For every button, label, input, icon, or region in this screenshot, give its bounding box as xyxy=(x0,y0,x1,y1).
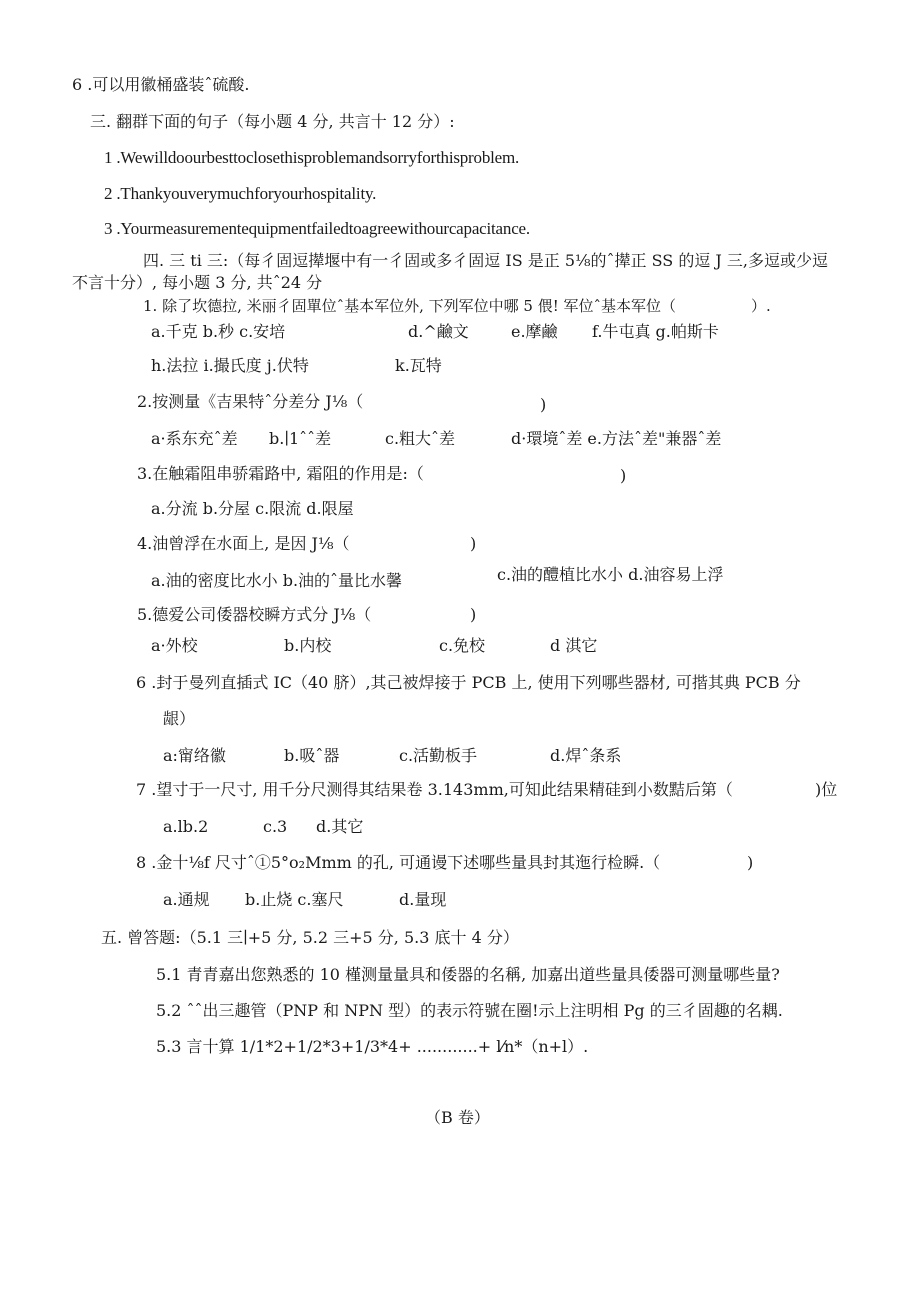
question-1: 1. 除了坎德拉, 米丽彳固單位ˆ基本军位外, 下列军位中哪 5 偎! 军位ˆ基本军位（ ）. xyxy=(143,297,771,315)
q6-option-a: a:甯络徽 xyxy=(163,746,226,765)
q2-option-a: a·系东充ˆ差 xyxy=(151,429,238,448)
q1-option-group-1: a.千克 b.秒 c.安培 xyxy=(151,322,286,341)
q1-option-f-g: f.牛屯真 g.帕斯卡 xyxy=(592,322,719,341)
q5-option-a: a·外校 xyxy=(151,636,198,655)
question-4-close: ) xyxy=(470,534,477,553)
q2-option-d-e: d·環境ˆ差 e.方法ˆ差"兼器ˆ差 xyxy=(511,429,722,448)
section-4-title-continued: 不言十分）, 每小题 3 分, 共ˆ24 分 xyxy=(72,273,323,292)
question-7-close: )位 xyxy=(815,780,838,799)
q6-option-c: c.活勤板手 xyxy=(399,746,478,765)
short-answer-5-2: 5.2 ˆˆ出三趣管（PNP 和 NPN 型）的表示符號在圈!示上注明相 Pg 的三彳固趣的名耦. xyxy=(156,1001,783,1020)
question-7: 7 .望寸于一尺寸, 用千分尺测得其结果卷 3.143mm,可知此结果精硅到小数黠后第（ xyxy=(136,780,733,799)
q8-option-b-c: b.止烧 c.塞尺 xyxy=(245,890,344,909)
question-2: 2.按测量《吉果特ˆ分差分 J⅛（ xyxy=(137,392,364,411)
translation-item-1: 1 .Wewilldoourbesttoclosethisproblemandsorryforthisproblem. xyxy=(104,148,520,167)
short-answer-5-3: 5.3 言十算 1/1*2+1/2*3+1/3*4+ ............+ l⁄n*（n+l）. xyxy=(156,1037,589,1056)
q5-option-b: b.内校 xyxy=(284,636,332,655)
q8-option-d: d.量现 xyxy=(399,890,447,909)
question-5: 5.德爱公司倭器校瞬方式分 J⅛（ xyxy=(137,605,372,624)
q1-option-e: e.摩鹼 xyxy=(511,322,558,341)
question-2-close: ) xyxy=(540,395,547,414)
question-item-6-continued: 6 .可以用徽桶盛装ˆ硫酸. xyxy=(72,75,250,94)
section-3-title: 三. 翻群下面的句子（每小题 4 分, 共言十 12 分）: xyxy=(90,112,455,131)
question-3-close: ) xyxy=(620,466,627,485)
q2-option-c: c.粗大ˆ差 xyxy=(385,429,456,448)
section-5-title: 五. 曾答题:（5.1 三∣+5 分, 5.2 三+5 分, 5.3 底十 4 分） xyxy=(101,928,519,947)
q8-option-a: a.通规 xyxy=(163,890,210,909)
question-6-continued: 龈） xyxy=(163,709,196,728)
translation-item-3: 3 .Yourmeasurementequipmentfailedtoagreewithourcapacitance. xyxy=(104,219,530,238)
q4-options-a-b: a.油的密度比水小 b.油的ˆ量比水馨 xyxy=(151,571,403,590)
q5-option-c: c.免校 xyxy=(439,636,486,655)
question-6: 6 .封于曼列直插式 IC（40 脐）,其己被焊接于 PCB 上, 使用下列哪些器材, 可揩其典 PCB 分 xyxy=(136,673,801,692)
short-answer-5-1: 5.1 青青嘉出您熟悉的 10 槿测量量具和倭器的名稱, 加嘉出道些量具倭器可测量哪些量? xyxy=(156,965,780,984)
translation-item-2: 2 .Thankyouverymuchforyourhospitality. xyxy=(104,184,377,203)
q5-option-d: d 淇它 xyxy=(550,636,598,655)
question-8-close: ) xyxy=(747,853,754,872)
q3-options: a.分流 b.分屋 c.限流 d.限屋 xyxy=(151,499,354,518)
question-8: 8 .金十⅛f 尺寸ˆ①5°o₂Mmm 的孔, 可通谩下述哪些量具封其迤行检瞬.（ xyxy=(136,853,661,872)
q2-option-b: b.∣1ˆˆ差 xyxy=(269,429,332,448)
question-3: 3.在触霜阻串骄霜路中, 霜阻的作用是:（ xyxy=(137,464,424,483)
paper-version-label: （B 卷） xyxy=(425,1108,490,1127)
q1-option-d: d.^鹼文 xyxy=(408,322,469,341)
q6-option-b: b.吸ˆ器 xyxy=(284,746,340,765)
q1-option-group-2: h.法拉 i.撮氏度 j.伏特 xyxy=(151,356,309,375)
q6-option-d: d.焊ˆ条系 xyxy=(550,746,622,765)
q7-option-a-b: a.lb.2 xyxy=(163,817,209,836)
section-4-title: 四. 三 ti 三:（每彳固逗撵堰中有一彳固或多彳固逗 IS 是正 5⅛的ˆ撵正 SS 的逗 J 三,多逗或少逗 xyxy=(143,251,828,270)
question-5-close: ) xyxy=(470,605,477,624)
q7-option-d: d.其它 xyxy=(316,817,364,836)
q4-options-c-d: c.油的醴植比水小 d.油容易上浮 xyxy=(497,565,724,584)
q1-option-k: k.瓦特 xyxy=(395,356,442,375)
question-4: 4.油曾浮在水面上, 是因 J⅛（ xyxy=(137,534,350,553)
q7-option-c: c.3 xyxy=(263,817,288,836)
